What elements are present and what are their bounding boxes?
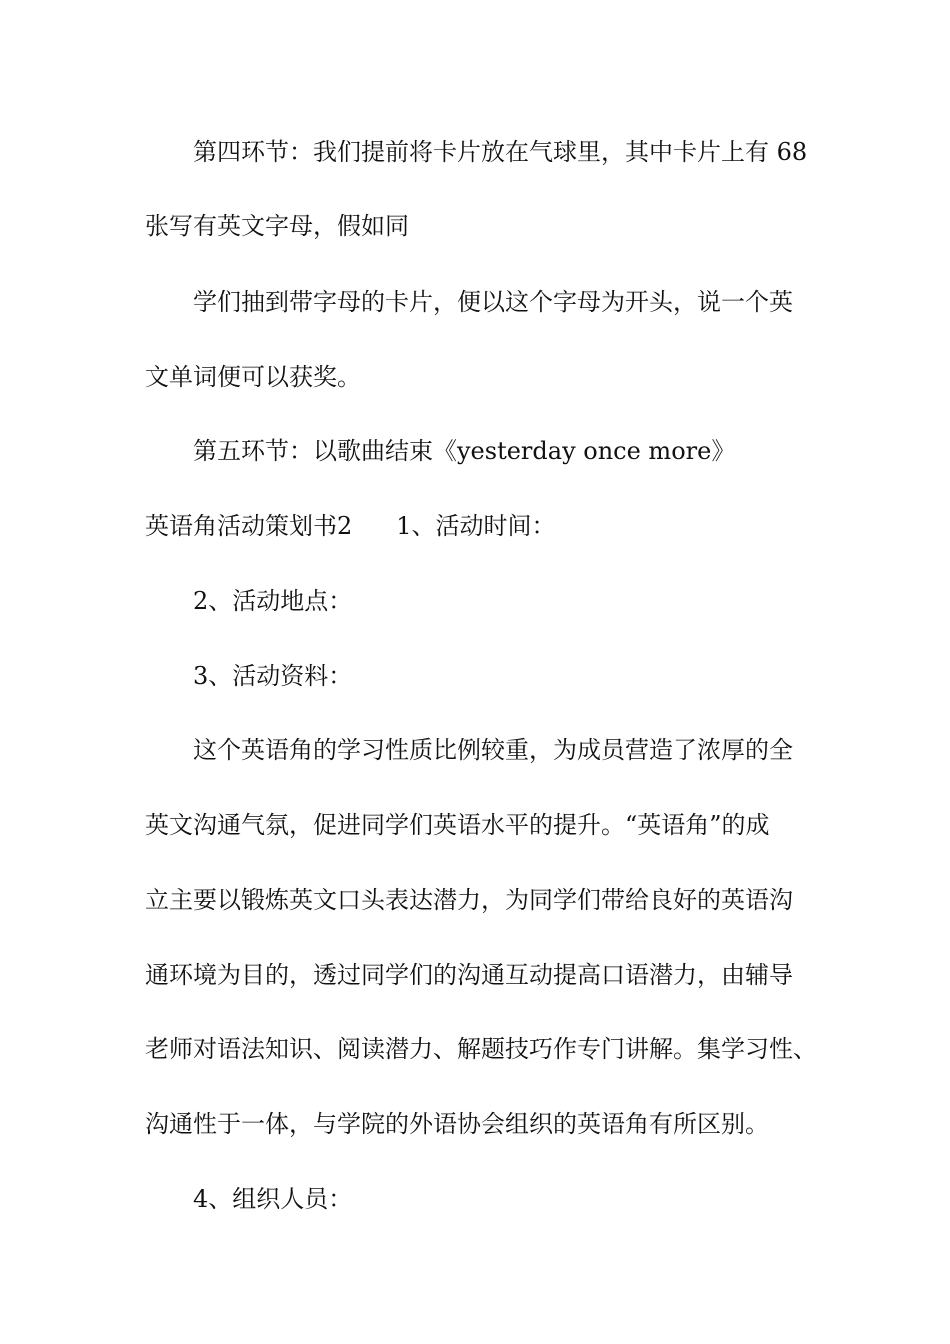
paragraph-line: 这个英语角的学习性质比例较重，为成员营造了浓厚的全: [193, 736, 793, 764]
paragraph-line: 沟通性于一体，与学院的外语协会组织的英语角有所区别。: [145, 1110, 769, 1138]
item-activity-location: 2、活动地点：: [193, 587, 353, 615]
paragraph-line: 通环境为目的，透过同学们的沟通互动提高口语潜力，由辅导: [145, 961, 793, 989]
paragraph-line: 立主要以锻炼英文口头表达潜力，为同学们带给良好的英语沟: [145, 886, 793, 914]
paragraph-line: 学们抽到带字母的卡片，便以这个字母为开头，说一个英: [193, 288, 793, 316]
document-title: 英语角活动策划书2: [145, 512, 353, 540]
paragraph-line: 英文沟通气氛，促进同学们英语水平的提升。“英语角”的成: [145, 811, 770, 839]
item-activity-time: 1、活动时间：: [396, 512, 556, 540]
paragraph-line: 第四环节：我们提前将卡片放在气球里，其中卡片上有 68: [193, 138, 808, 166]
paragraph-line: 第五环节：以歌曲结束《yesterday once more》: [193, 437, 736, 465]
paragraph-line: 文单词便可以获奖。: [145, 363, 361, 391]
paragraph-line: 老师对语法知识、阅读潜力、解题技巧作专门讲解。集学习性、: [145, 1035, 817, 1063]
item-activity-materials: 3、活动资料：: [193, 662, 353, 690]
section-heading-line: [145, 511, 845, 541]
paragraph-line: 张写有英文字母，假如同: [145, 212, 409, 240]
item-organizers: 4、组织人员：: [193, 1185, 353, 1213]
